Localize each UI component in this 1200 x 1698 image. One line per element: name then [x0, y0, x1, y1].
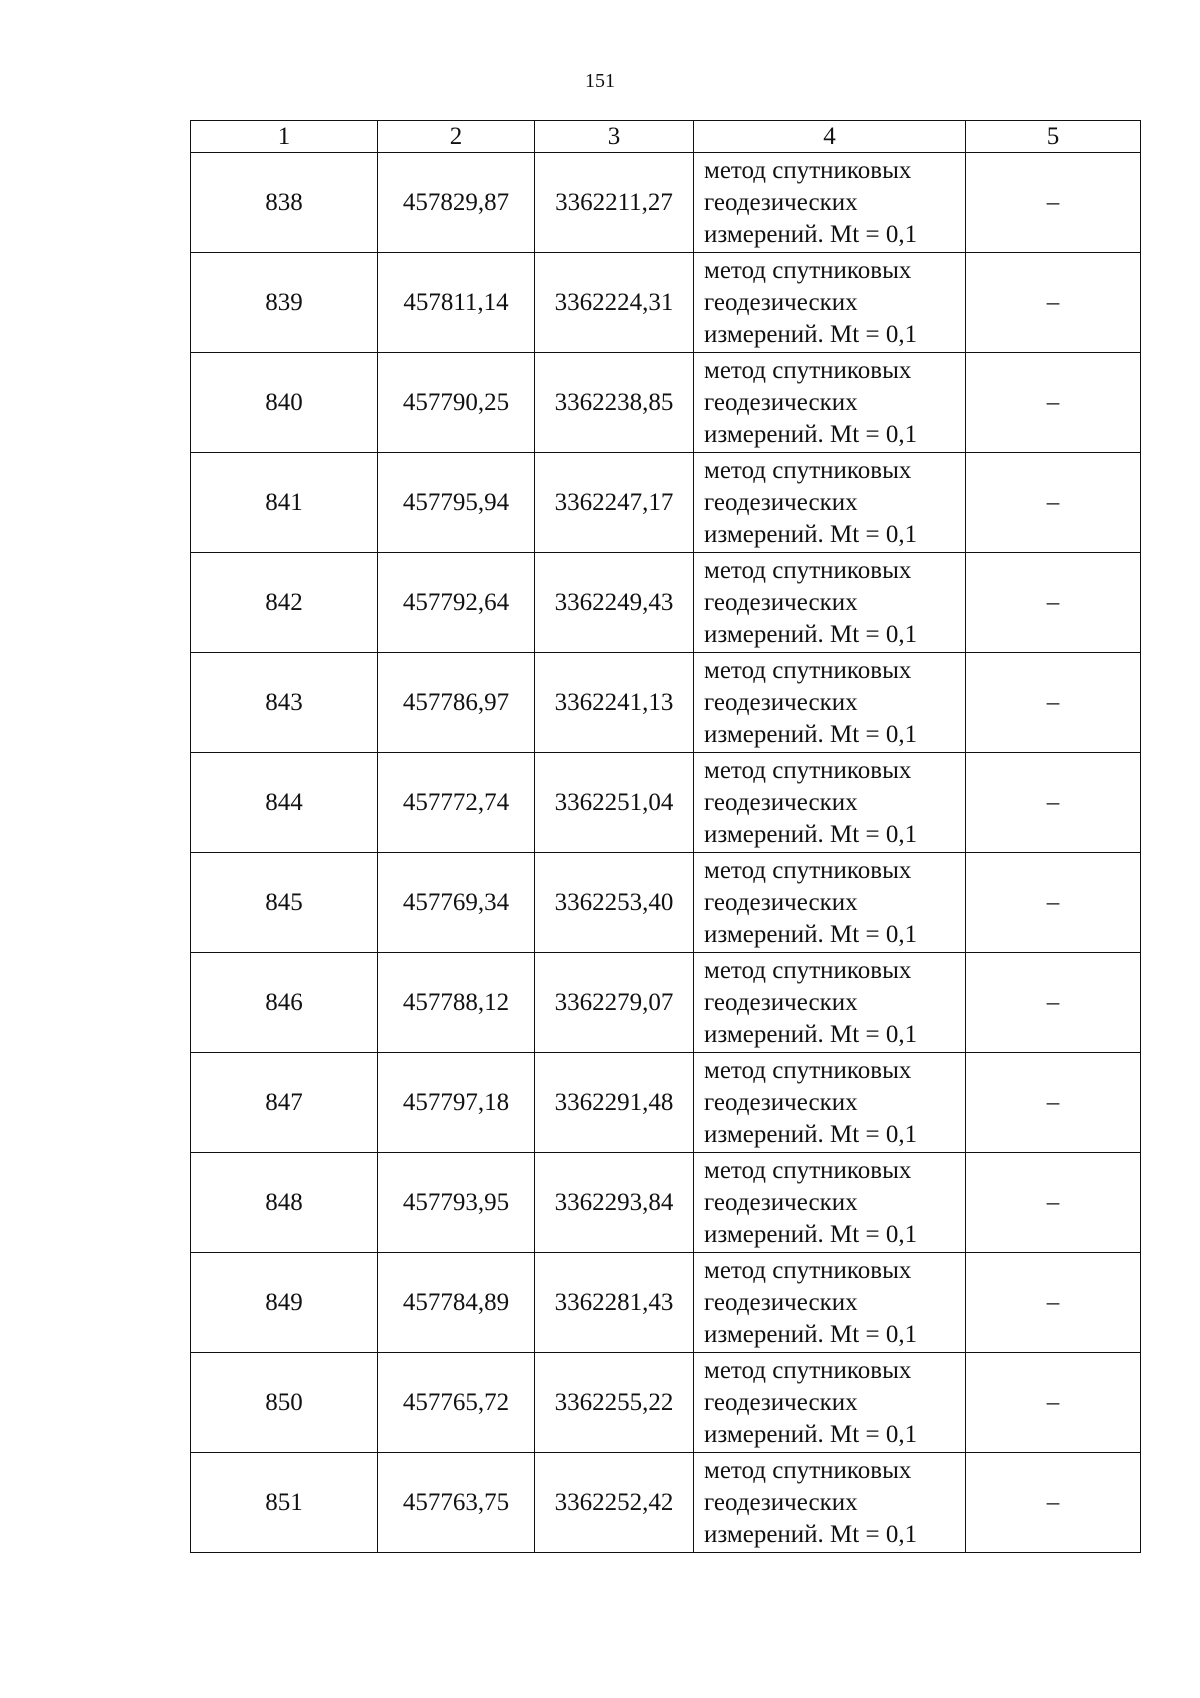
note-cell: – — [966, 353, 1141, 453]
table-row — [191, 853, 1141, 953]
table-row — [191, 1253, 1141, 1353]
header-col-2: 2 — [378, 121, 535, 153]
method-line: геодезических — [704, 588, 858, 616]
table-row — [191, 253, 1141, 353]
method-cell — [694, 553, 966, 653]
table-row — [191, 653, 1141, 753]
method-line: измерений. Mt = 0,1 — [704, 1020, 918, 1048]
point-number-cell: 842 — [191, 553, 378, 653]
method-line: геодезических — [704, 888, 858, 916]
y-coordinate-cell: 3362241,13 — [535, 653, 694, 753]
method-line: метод спутниковых — [704, 1456, 912, 1484]
method-line: геодезических — [704, 1088, 858, 1116]
method-line: геодезических — [704, 288, 858, 316]
table-row — [191, 353, 1141, 453]
y-coordinate-cell: 3362252,42 — [535, 1453, 694, 1553]
point-number-cell: 845 — [191, 853, 378, 953]
method-line: измерений. Mt = 0,1 — [704, 720, 918, 748]
note-cell: – — [966, 253, 1141, 353]
x-coordinate-cell: 457829,87 — [378, 153, 535, 253]
table-row — [191, 1053, 1141, 1153]
method-line: измерений. Mt = 0,1 — [704, 1520, 918, 1548]
note-cell: – — [966, 753, 1141, 853]
y-coordinate-cell: 3362279,07 — [535, 953, 694, 1053]
method-line: метод спутниковых — [704, 556, 912, 584]
x-coordinate-cell: 457795,94 — [378, 453, 535, 553]
method-line: метод спутниковых — [704, 156, 912, 184]
table-row — [191, 753, 1141, 853]
table-body — [191, 153, 1141, 1553]
method-cell — [694, 853, 966, 953]
method-line: геодезических — [704, 488, 858, 516]
method-line: измерений. Mt = 0,1 — [704, 620, 918, 648]
method-line: измерений. Mt = 0,1 — [704, 920, 918, 948]
x-coordinate-cell: 457788,12 — [378, 953, 535, 1053]
note-cell: – — [966, 1153, 1141, 1253]
method-line: метод спутниковых — [704, 756, 912, 784]
x-coordinate-cell: 457765,72 — [378, 1353, 535, 1453]
note-cell: – — [966, 653, 1141, 753]
table-row — [191, 1353, 1141, 1453]
note-cell: – — [966, 453, 1141, 553]
note-cell: – — [966, 153, 1141, 253]
page-number: 151 — [585, 70, 615, 92]
x-coordinate-cell: 457784,89 — [378, 1253, 535, 1353]
note-cell: – — [966, 1353, 1141, 1453]
method-line: метод спутниковых — [704, 356, 912, 384]
method-cell — [694, 1353, 966, 1453]
method-line: геодезических — [704, 1388, 858, 1416]
method-cell — [694, 453, 966, 553]
note-cell: – — [966, 953, 1141, 1053]
method-cell — [694, 1153, 966, 1253]
y-coordinate-cell: 3362253,40 — [535, 853, 694, 953]
method-cell — [694, 1453, 966, 1553]
header-col-3: 3 — [535, 121, 694, 153]
method-cell — [694, 753, 966, 853]
method-cell — [694, 1053, 966, 1153]
method-line: геодезических — [704, 188, 858, 216]
method-line: метод спутниковых — [704, 856, 912, 884]
y-coordinate-cell: 3362238,85 — [535, 353, 694, 453]
point-number-cell: 847 — [191, 1053, 378, 1153]
method-line: измерений. Mt = 0,1 — [704, 520, 918, 548]
table-header-row — [191, 121, 1141, 153]
y-coordinate-cell: 3362211,27 — [535, 153, 694, 253]
x-coordinate-cell: 457763,75 — [378, 1453, 535, 1553]
table-row — [191, 1453, 1141, 1553]
y-coordinate-cell: 3362251,04 — [535, 753, 694, 853]
y-coordinate-cell: 3362249,43 — [535, 553, 694, 653]
note-cell: – — [966, 1053, 1141, 1153]
method-cell — [694, 353, 966, 453]
y-coordinate-cell: 3362293,84 — [535, 1153, 694, 1253]
y-coordinate-cell: 3362281,43 — [535, 1253, 694, 1353]
header-col-5: 5 — [966, 121, 1141, 153]
x-coordinate-cell: 457786,97 — [378, 653, 535, 753]
method-line: геодезических — [704, 1288, 858, 1316]
method-cell — [694, 153, 966, 253]
header-col-1: 1 — [191, 121, 378, 153]
method-line: геодезических — [704, 1488, 858, 1516]
method-line: метод спутниковых — [704, 1156, 912, 1184]
x-coordinate-cell: 457769,34 — [378, 853, 535, 953]
y-coordinate-cell: 3362247,17 — [535, 453, 694, 553]
method-line: метод спутниковых — [704, 256, 912, 284]
x-coordinate-cell: 457811,14 — [378, 253, 535, 353]
header-col-4: 4 — [694, 121, 966, 153]
point-number-cell: 840 — [191, 353, 378, 453]
note-cell: – — [966, 553, 1141, 653]
method-line: геодезических — [704, 788, 858, 816]
y-coordinate-cell: 3362255,22 — [535, 1353, 694, 1453]
method-line: измерений. Mt = 0,1 — [704, 1320, 918, 1348]
method-line: метод спутниковых — [704, 656, 912, 684]
method-line: измерений. Mt = 0,1 — [704, 1220, 918, 1248]
point-number-cell: 838 — [191, 153, 378, 253]
x-coordinate-cell: 457790,25 — [378, 353, 535, 453]
note-cell: – — [966, 1253, 1141, 1353]
x-coordinate-cell: 457772,74 — [378, 753, 535, 853]
x-coordinate-cell: 457797,18 — [378, 1053, 535, 1153]
table-row — [191, 153, 1141, 253]
point-number-cell: 841 — [191, 453, 378, 553]
method-line: метод спутниковых — [704, 956, 912, 984]
point-number-cell: 851 — [191, 1453, 378, 1553]
method-line: геодезических — [704, 988, 858, 1016]
point-number-cell: 839 — [191, 253, 378, 353]
method-line: геодезических — [704, 688, 858, 716]
method-line: метод спутниковых — [704, 1056, 912, 1084]
method-line: метод спутниковых — [704, 1256, 912, 1284]
y-coordinate-cell: 3362224,31 — [535, 253, 694, 353]
point-number-cell: 844 — [191, 753, 378, 853]
point-number-cell: 843 — [191, 653, 378, 753]
point-number-cell: 848 — [191, 1153, 378, 1253]
coordinates-table — [190, 120, 1141, 1553]
table-row — [191, 1153, 1141, 1253]
method-cell — [694, 653, 966, 753]
table-row — [191, 953, 1141, 1053]
method-line: геодезических — [704, 388, 858, 416]
note-cell: – — [966, 853, 1141, 953]
method-cell — [694, 1253, 966, 1353]
method-line: измерений. Mt = 0,1 — [704, 1420, 918, 1448]
method-line: измерений. Mt = 0,1 — [704, 820, 918, 848]
x-coordinate-cell: 457792,64 — [378, 553, 535, 653]
method-line: геодезических — [704, 1188, 858, 1216]
table-row — [191, 453, 1141, 553]
method-line: измерений. Mt = 0,1 — [704, 420, 918, 448]
point-number-cell: 850 — [191, 1353, 378, 1453]
method-cell — [694, 253, 966, 353]
method-line: измерений. Mt = 0,1 — [704, 320, 918, 348]
method-line: метод спутниковых — [704, 456, 912, 484]
point-number-cell: 846 — [191, 953, 378, 1053]
method-line: измерений. Mt = 0,1 — [704, 220, 918, 248]
table-row — [191, 553, 1141, 653]
note-cell: – — [966, 1453, 1141, 1553]
point-number-cell: 849 — [191, 1253, 378, 1353]
method-cell — [694, 953, 966, 1053]
method-line: метод спутниковых — [704, 1356, 912, 1384]
y-coordinate-cell: 3362291,48 — [535, 1053, 694, 1153]
x-coordinate-cell: 457793,95 — [378, 1153, 535, 1253]
method-line: измерений. Mt = 0,1 — [704, 1120, 918, 1148]
